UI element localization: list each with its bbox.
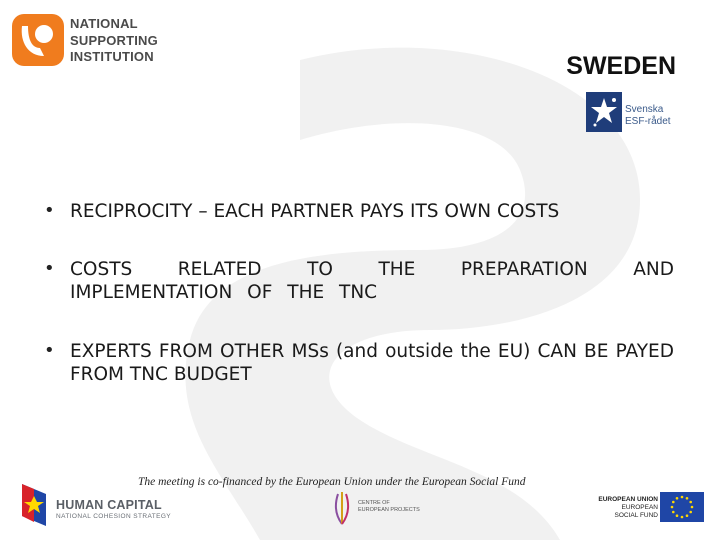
esf-name-line-2: ESF-rådet bbox=[625, 116, 671, 127]
institution-line-3: INSTITUTION bbox=[70, 49, 154, 64]
eu-esf-wordmark bbox=[596, 496, 658, 520]
bullet-dot-icon: • bbox=[44, 200, 55, 221]
human-capital-logo-icon bbox=[18, 482, 50, 528]
nsi-logo-icon bbox=[10, 12, 66, 68]
bullet-dot-icon: • bbox=[44, 258, 55, 279]
eu-line-1: EUROPEAN UNION bbox=[598, 496, 658, 503]
eu-line-2: EUROPEAN bbox=[621, 504, 658, 511]
cofinance-note: The meeting is co-financed by the European Union under the European Social Fund bbox=[138, 476, 526, 488]
cep-line-2: EUROPEAN PROJECTS bbox=[358, 507, 420, 513]
eu-flag-icon bbox=[660, 492, 704, 522]
institution-line-1: NATIONAL bbox=[70, 16, 138, 31]
esf-name-line-1: Svenska bbox=[625, 104, 664, 115]
esf-council-logo bbox=[586, 92, 676, 132]
human-capital-title: HUMAN CAPITAL bbox=[56, 498, 162, 512]
bullet-item bbox=[44, 258, 674, 304]
bullet-text: COSTS RELATED TO THE PREPARATION AND IMPLEMENTATION OF THE TNC bbox=[70, 259, 674, 303]
bullet-item bbox=[44, 200, 674, 223]
country-title: SWEDEN bbox=[566, 52, 676, 80]
cep-logo-icon bbox=[330, 490, 354, 526]
bullet-item bbox=[44, 340, 674, 386]
cep-line-1: CENTRE OF bbox=[358, 500, 390, 506]
institution-name bbox=[70, 16, 158, 66]
human-capital-wordmark bbox=[56, 498, 171, 520]
institution-line-2: SUPPORTING bbox=[70, 32, 158, 48]
bullet-text: EXPERTS FROM OTHER MSs (and outside the EU) CAN BE PAYED FROM TNC BUDGET bbox=[70, 341, 674, 385]
eu-line-3: SOCIAL FUND bbox=[614, 512, 658, 519]
esf-council-name bbox=[625, 104, 671, 128]
bullet-dot-icon: • bbox=[44, 340, 55, 361]
cep-wordmark bbox=[358, 500, 420, 514]
esf-star-icon bbox=[586, 92, 622, 132]
bullet-text: RECIPROCITY – EACH PARTNER PAYS ITS OWN COSTS bbox=[70, 201, 560, 222]
human-capital-subtitle: NATIONAL COHESION STRATEGY bbox=[56, 513, 172, 520]
